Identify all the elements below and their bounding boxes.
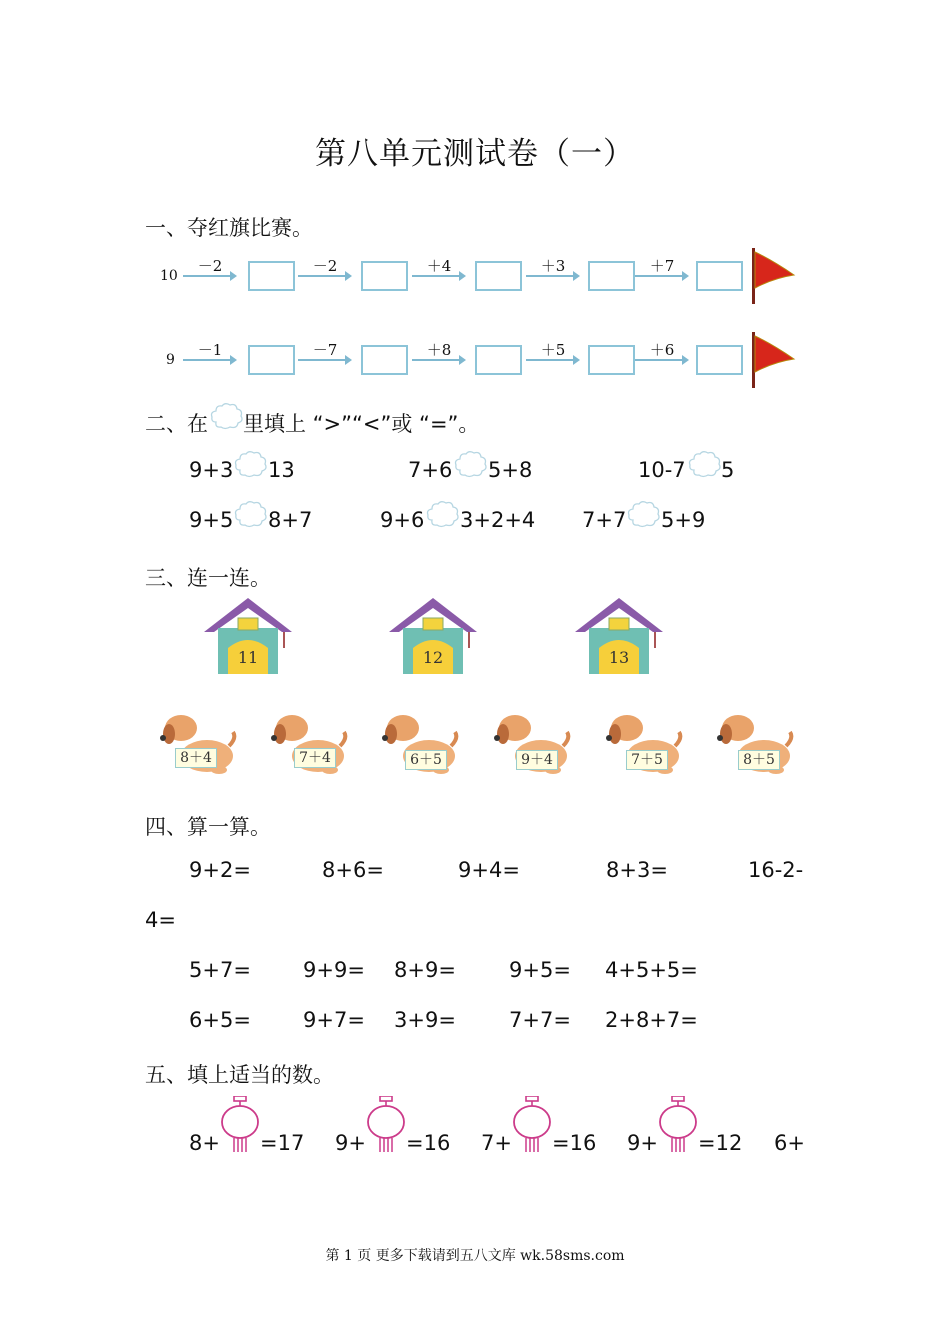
red-flag-icon	[752, 248, 800, 306]
fill-right: =17	[260, 1131, 305, 1155]
fill-left: 8+	[189, 1131, 220, 1155]
problem: 8+9=	[394, 958, 456, 982]
dog-card[interactable]	[379, 712, 459, 776]
lantern-icon[interactable]	[366, 1096, 406, 1154]
operation-label: －2	[197, 257, 223, 275]
compare-right: 5+9	[661, 508, 706, 532]
fill-left: 9+	[335, 1131, 366, 1155]
operation-label: －2	[312, 257, 338, 275]
lantern-icon[interactable]	[512, 1096, 552, 1154]
fill-left: 9+	[627, 1131, 658, 1155]
section-2-heading-start: 二、在	[145, 412, 208, 436]
problem: 8+3=	[606, 858, 668, 882]
operation-label: ＋3	[540, 257, 566, 275]
answer-box[interactable]	[361, 345, 408, 375]
problem: 3+9=	[394, 1008, 456, 1032]
arrow	[635, 275, 687, 277]
compare-left: 7+6	[408, 458, 453, 482]
problem: 9+2=	[189, 858, 251, 882]
compare-right: 5+8	[488, 458, 533, 482]
compare-right: 5	[721, 458, 735, 482]
fill-left: 7+	[481, 1131, 512, 1155]
arrow	[183, 359, 235, 361]
lantern-icon[interactable]	[658, 1096, 698, 1154]
problem: 5+7=	[189, 958, 251, 982]
cloud-icon[interactable]	[234, 500, 268, 528]
section-2-heading-end: 里填上 “>”“<”或 “=”。	[243, 412, 480, 436]
fill-right: =12	[698, 1131, 743, 1155]
answer-box[interactable]	[696, 261, 743, 291]
answer-box[interactable]	[361, 261, 408, 291]
compare-right: 8+7	[268, 508, 313, 532]
arrow	[298, 275, 350, 277]
operation-label: ＋8	[426, 341, 452, 359]
section-5-heading: 五、填上适当的数。	[145, 1063, 334, 1087]
page-title: 第八单元测试卷（一）	[315, 136, 635, 172]
answer-box[interactable]	[475, 345, 522, 375]
problem-continued: 4=	[145, 908, 176, 932]
house-number: 12	[422, 648, 444, 667]
section-4-heading: 四、算一算。	[145, 815, 271, 839]
start-number: 10	[160, 268, 178, 284]
fill-right: =16	[406, 1131, 451, 1155]
arrow	[298, 359, 350, 361]
house-number: 11	[237, 648, 259, 667]
operation-label: ＋6	[649, 341, 675, 359]
arrow	[412, 275, 464, 277]
dog-card[interactable]	[603, 712, 683, 776]
answer-box[interactable]	[588, 261, 635, 291]
fill-right: =16	[552, 1131, 597, 1155]
operation-label: ＋4	[426, 257, 452, 275]
cloud-icon[interactable]	[234, 450, 268, 478]
compare-right: 13	[268, 458, 295, 482]
compare-left: 10-7	[638, 458, 686, 482]
problem: 16-2-	[748, 858, 804, 882]
answer-box[interactable]	[248, 261, 295, 291]
section-1-heading: 一、夺红旗比赛。	[145, 216, 313, 240]
section-3-heading: 三、连一连。	[145, 566, 271, 590]
dog-expression: 6＋5	[405, 750, 447, 770]
compare-left: 9+5	[189, 508, 234, 532]
compare-right: 3+2+4	[460, 508, 536, 532]
problem: 8+6=	[322, 858, 384, 882]
compare-left: 9+3	[189, 458, 234, 482]
cloud-icon[interactable]	[454, 450, 488, 478]
problem: 9+9=	[303, 958, 365, 982]
house-number: 13	[608, 648, 630, 667]
compare-left: 9+6	[380, 508, 425, 532]
cloud-icon[interactable]	[426, 500, 460, 528]
dog-card[interactable]	[491, 712, 571, 776]
answer-box[interactable]	[248, 345, 295, 375]
cloud-icon[interactable]	[688, 450, 722, 478]
problem: 9+7=	[303, 1008, 365, 1032]
lantern-icon[interactable]	[220, 1096, 260, 1154]
compare-left: 7+7	[582, 508, 627, 532]
dog-expression: 9＋4	[516, 750, 558, 770]
arrow	[526, 359, 578, 361]
operation-label: －1	[197, 341, 223, 359]
arrow	[412, 359, 464, 361]
operation-label: ＋5	[540, 341, 566, 359]
problem: 2+8+7=	[605, 1008, 698, 1032]
dog-expression: 7＋5	[626, 750, 668, 770]
dog-expression: 8＋4	[175, 748, 217, 768]
dog-card[interactable]	[714, 712, 794, 776]
page-footer: 第 1 页 更多下载请到五八文库 wk.58sms.com	[325, 1248, 625, 1264]
dog-expression: 8＋5	[738, 750, 780, 770]
start-number: 9	[166, 352, 175, 368]
cloud-icon	[210, 402, 244, 430]
operation-label: －7	[312, 341, 338, 359]
operation-label: ＋7	[649, 257, 675, 275]
arrow	[526, 275, 578, 277]
house-11[interactable]	[202, 596, 294, 676]
answer-box[interactable]	[475, 261, 522, 291]
dog-card[interactable]	[157, 712, 237, 776]
answer-box[interactable]	[588, 345, 635, 375]
problem: 9+4=	[458, 858, 520, 882]
cloud-icon[interactable]	[627, 500, 661, 528]
problem: 7+7=	[509, 1008, 571, 1032]
problem: 4+5+5=	[605, 958, 698, 982]
problem: 9+5=	[509, 958, 571, 982]
arrow	[183, 275, 235, 277]
dog-expression: 7＋4	[294, 748, 336, 768]
answer-box[interactable]	[696, 345, 743, 375]
house-12[interactable]	[387, 596, 479, 676]
problem: 6+5=	[189, 1008, 251, 1032]
dog-card[interactable]	[268, 712, 348, 776]
house-13[interactable]	[573, 596, 665, 676]
fill-left-trailing: 6+	[774, 1131, 805, 1155]
red-flag-icon	[752, 332, 800, 390]
arrow	[635, 359, 687, 361]
